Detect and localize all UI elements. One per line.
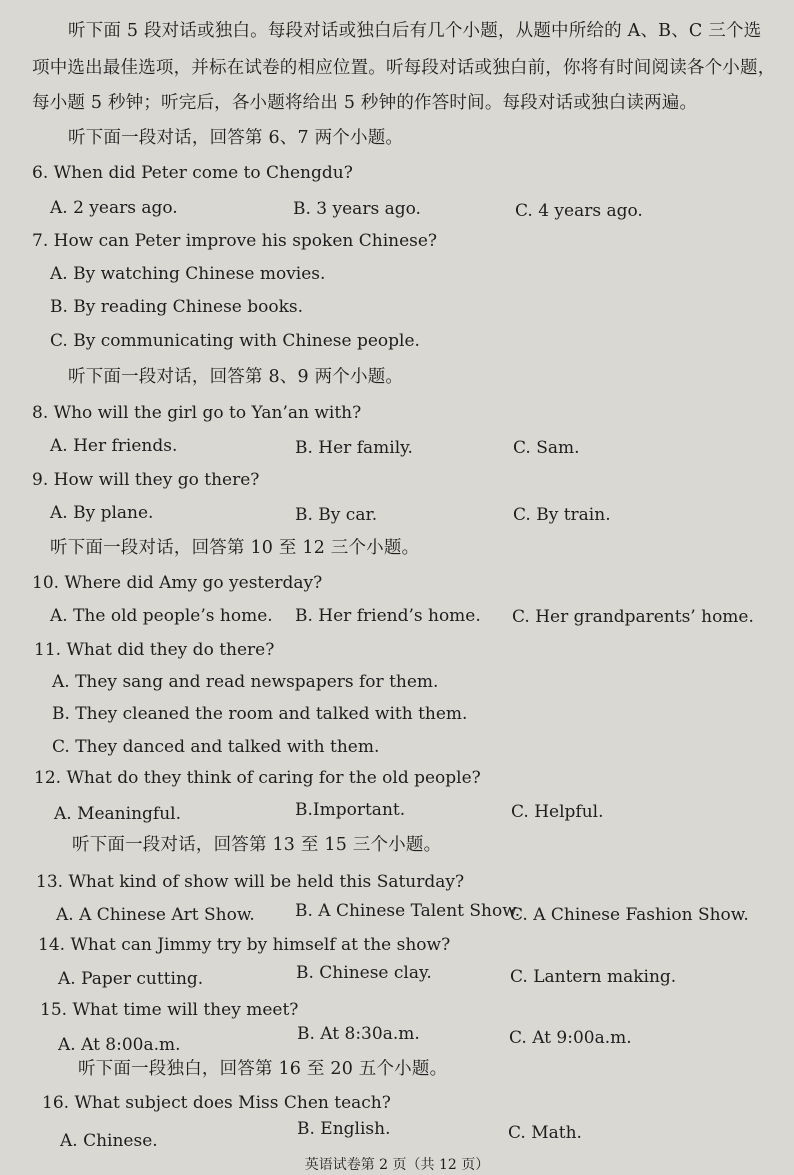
option-14a: A. Paper cutting. — [58, 969, 204, 989]
page-footer: 英语试卷第 2 页（共 12 页） — [304, 1157, 490, 1173]
question-10: 10. Where did Amy go yesterday? — [32, 573, 323, 593]
option-10a: A. The old people’s home. — [50, 606, 273, 626]
option-9b: B. By car. — [295, 505, 378, 525]
question-12: 12. What do they think of caring for the old people? — [34, 768, 481, 788]
option-6a: A. 2 years ago. — [50, 198, 178, 218]
option-11c: C. They danced and talked with them. — [52, 737, 380, 757]
option-15c: C. At 9:00a.m. — [509, 1028, 632, 1048]
option-11b: B. They cleaned the room and talked with them. — [52, 704, 468, 724]
option-12a: A. Meaningful. — [54, 804, 181, 824]
option-10b: B. Her friend’s home. — [295, 606, 481, 626]
option-15a: A. At 8:00a.m. — [58, 1035, 181, 1055]
intro-line-1: 听下面 5 段对话或独白。每段对话或独白后有几个小题，从题中所给的 A、B、C 三个选 — [68, 21, 762, 41]
option-11a: A. They sang and read newspapers for them. — [52, 672, 439, 692]
option-13b: B. A Chinese Talent Show. — [295, 901, 521, 921]
option-12c: C. Helpful. — [511, 802, 604, 822]
section-heading: 听下面一段对话，回答第 10 至 12 三个小题。 — [50, 538, 420, 558]
option-7c: C. By communicating with Chinese people. — [50, 331, 420, 351]
option-14b: B. Chinese clay. — [296, 963, 432, 983]
question-7: 7. How can Peter improve his spoken Chinese? — [32, 231, 438, 251]
option-16c: C. Math. — [508, 1123, 582, 1143]
option-7b: B. By reading Chinese books. — [50, 297, 304, 317]
section-heading: 听下面一段独白，回答第 16 至 20 五个小题。 — [78, 1059, 448, 1079]
option-15b: B. At 8:30a.m. — [297, 1024, 420, 1044]
option-16b: B. English. — [297, 1119, 391, 1139]
option-12b: B.Important. — [295, 800, 406, 820]
option-8c: C. Sam. — [513, 438, 580, 458]
option-6c: C. 4 years ago. — [515, 201, 643, 221]
intro-line-3: 每小题 5 秒钟；听完后，各小题将给出 5 秒钟的作答时间。每段对话或独白读两遍。 — [32, 93, 698, 113]
question-9: 9. How will they go there? — [32, 470, 260, 490]
option-7a: A. By watching Chinese movies. — [50, 264, 326, 284]
section-heading: 听下面一段对话，回答第 6、7 两个小题。 — [68, 128, 404, 148]
option-9a: A. By plane. — [50, 503, 154, 523]
section-heading: 听下面一段对话，回答第 13 至 15 三个小题。 — [72, 835, 442, 855]
question-8: 8. Who will the girl go to Yan’an with? — [32, 403, 362, 423]
option-13c: C. A Chinese Fashion Show. — [510, 905, 749, 925]
option-8b: B. Her family. — [295, 438, 413, 458]
option-6b: B. 3 years ago. — [293, 199, 421, 219]
option-16a: A. Chinese. — [60, 1131, 158, 1151]
option-14c: C. Lantern making. — [510, 967, 677, 987]
question-6: 6. When did Peter come to Chengdu? — [32, 163, 353, 183]
question-13: 13. What kind of show will be held this Saturday? — [36, 872, 465, 892]
option-8a: A. Her friends. — [50, 436, 178, 456]
question-14: 14. What can Jimmy try by himself at the show? — [38, 935, 451, 955]
option-10c: C. Her grandparents’ home. — [512, 607, 754, 627]
option-9c: C. By train. — [513, 505, 611, 525]
section-heading: 听下面一段对话，回答第 8、9 两个小题。 — [68, 367, 404, 387]
question-16: 16. What subject does Miss Chen teach? — [42, 1093, 391, 1113]
question-11: 11. What did they do there? — [34, 640, 275, 660]
option-13a: A. A Chinese Art Show. — [56, 905, 255, 925]
question-15: 15. What time will they meet? — [40, 1000, 299, 1020]
intro-line-2: 项中选出最佳选项，并标在试卷的相应位置。听每段对话或独白前，你将有时间阅读各个小题， — [32, 58, 776, 78]
